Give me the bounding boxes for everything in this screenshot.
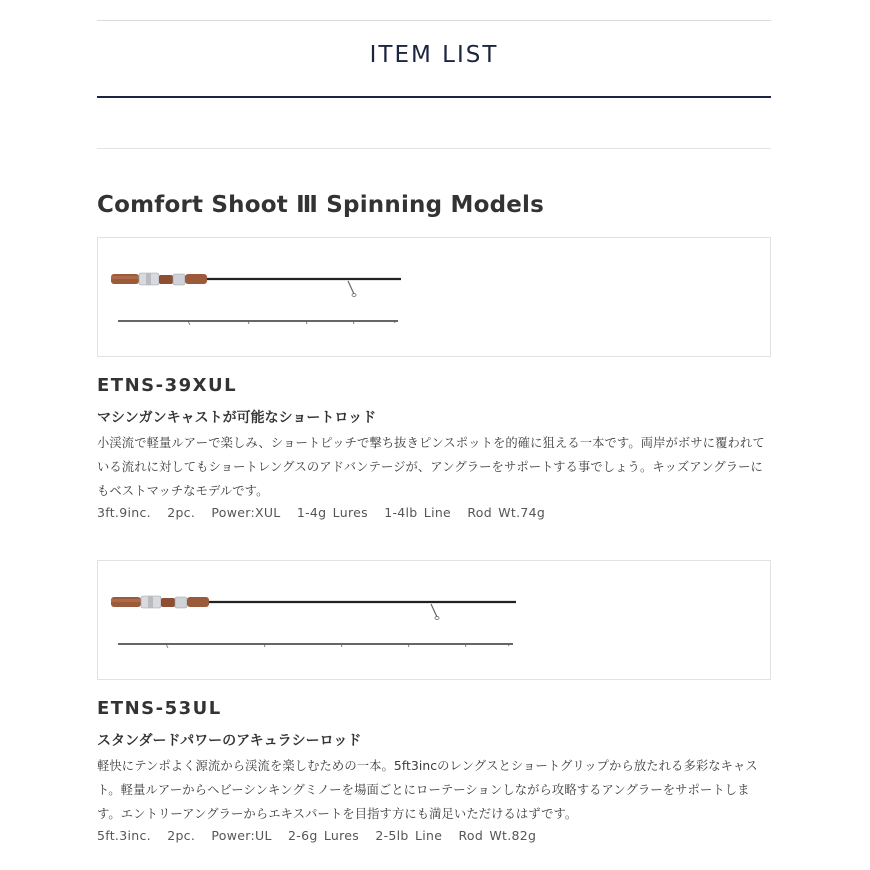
product-specs [97, 828, 771, 843]
product-description: 軽快にテンポよく源流から渓流を楽しむための一本。5ft3incのレングスとショートグリップから放たれる多彩なキャスト。軽量ルアーからヘビーシンキングミノーを場面ごとにローテーションしながら攻略するアングラーをサポートします。エントリーアングラーからエキスパートを目指す方にも満足いただけるはずです。 [97, 759, 758, 821]
page-title: ITEM LIST [369, 42, 499, 68]
series-heading: Comfort Shoot Ⅲ Spinning Models [97, 192, 545, 218]
spec-pieces: 2pc. [167, 505, 196, 520]
spec-power: Power:XUL [211, 505, 281, 520]
spec-power: Power:UL [211, 828, 272, 843]
spec-weight: Rod Wt.82g [458, 828, 537, 843]
product-card [97, 560, 771, 843]
product-card [97, 237, 771, 520]
title-underline [97, 96, 771, 98]
section-divider [97, 148, 771, 149]
rod-illustration [98, 238, 770, 356]
spec-pieces: 2pc. [167, 828, 196, 843]
spec-weight: Rod Wt.74g [467, 505, 546, 520]
model-name: ETNS-39XUL [97, 375, 238, 396]
product-description: 小渓流で軽量ルアーで楽しみ、ショートピッチで撃ち抜きピンスポットを的確に狙える一本です。両岸がボサに覆われている流れに対してもショートレングスのアドバンテージが、アングラーをサポートする事でしょう。キッズアングラーにもベストマッチなモデルです。 [97, 436, 765, 498]
product-tagline: スタンダードパワーのアキュラシーロッド [97, 733, 362, 749]
spec-line: 1-4lb Line [384, 505, 452, 520]
model-name: ETNS-53UL [97, 698, 222, 719]
spec-length: 3ft.9inc. [97, 505, 151, 520]
spec-lures: 2-6g Lures [288, 828, 360, 843]
top-divider [97, 20, 771, 21]
spec-length: 5ft.3inc. [97, 828, 151, 843]
product-tagline: マシンガンキャストが可能なショートロッド [97, 410, 377, 426]
rod-image [97, 237, 771, 357]
spec-line: 2-5lb Line [375, 828, 443, 843]
rod-illustration [98, 561, 770, 679]
spec-lures: 1-4g Lures [296, 505, 368, 520]
rod-image [97, 560, 771, 680]
product-specs [97, 505, 771, 520]
